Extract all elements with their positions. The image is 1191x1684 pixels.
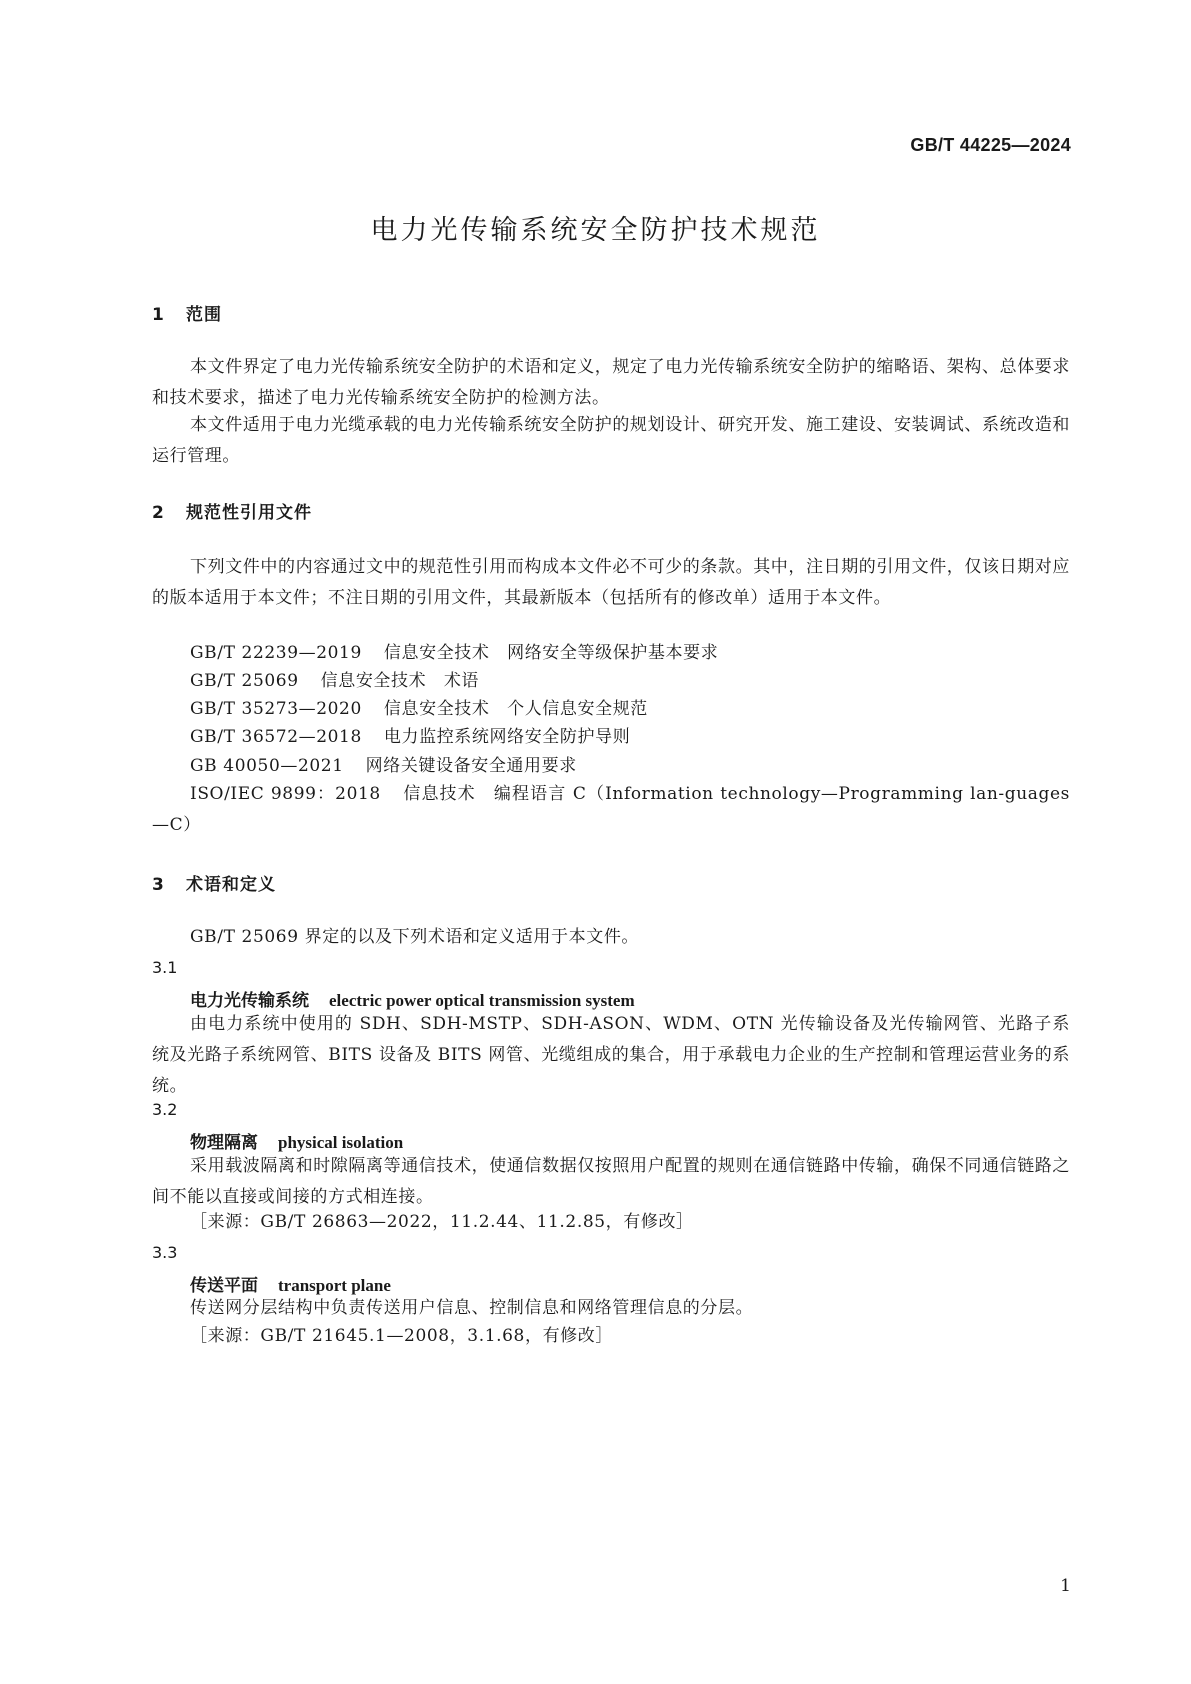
- reference-title: 信息安全技术 术语: [320, 671, 480, 691]
- term-definition: 传送网分层结构中负责传送用户信息、控制信息和网络管理信息的分层。: [190, 1298, 754, 1318]
- standard-code: GB/T 44225—2024: [910, 135, 1071, 155]
- normative-reference: [190, 694, 648, 725]
- normative-reference: [190, 722, 630, 753]
- page-number: 1: [1060, 1576, 1071, 1596]
- section-1-paragraph-2: 本文件适用于电力光缆承载的电力光传输系统安全防护的规划设计、研究开发、施工建设、安装调试、系统改造和运行管理。: [152, 415, 1070, 466]
- section-3-intro: GB/T 25069 界定的以及下列术语和定义适用于本文件。: [190, 927, 640, 947]
- reference-title: 网络关键设备安全通用要求: [365, 756, 577, 776]
- document-title: 电力光传输系统安全防护技术规范: [370, 215, 821, 246]
- term-source: ［来源：GB/T 21645.1—2008，3.1.68，有修改］: [190, 1326, 613, 1346]
- normative-reference: [190, 638, 718, 669]
- term-zh: 物理隔离: [190, 1133, 258, 1153]
- reference-title: 信息安全技术 个人信息安全规范: [383, 699, 648, 719]
- section-title: 规范性引用文件: [186, 503, 312, 523]
- term-zh: 电力光传输系统: [190, 991, 309, 1011]
- term-definition: 采用载波隔离和时隙隔离等通信技术，使通信数据仅按照用户配置的规则在通信链路中传输，确保不同通信链路之间不能以直接或间接的方式相连接。: [152, 1156, 1070, 1207]
- section-2-heading: [152, 498, 312, 523]
- term-definition: 由电力系统中使用的 SDH、SDH-MSTP、SDH-ASON、WDM、OTN 光传输设备及光传输网管、光路子系统及光路子系统网管、BITS 设备及 BITS 网管、光缆组成的集合，用于承载电力企业的生产控制和管理运营业务的系统。: [152, 1014, 1070, 1096]
- section-number: 1: [152, 305, 165, 325]
- section-2-intro: 下列文件中的内容通过文中的规范性引用而构成本文件必不可少的条款。其中，注日期的引用文件，仅该日期对应的版本适用于本文件；不注日期的引用文件，其最新版本（包括所有的修改单）适用于本文件。: [152, 557, 1070, 608]
- section-title: 范围: [186, 305, 222, 325]
- reference-code: GB 40050—2021: [190, 756, 344, 776]
- term-en: physical isolation: [278, 1133, 404, 1152]
- term-zh: 传送平面: [190, 1276, 258, 1296]
- section-title: 术语和定义: [186, 875, 276, 895]
- reference-title: 电力监控系统网络安全防护导则: [383, 727, 631, 747]
- section-1-paragraph-1: 本文件界定了电力光传输系统安全防护的术语和定义，规定了电力光传输系统安全防护的缩略语、架构、总体要求和技术要求，描述了电力光传输系统安全防护的检测方法。: [152, 357, 1070, 408]
- clause-number: 3.2: [152, 1100, 178, 1119]
- reference-code: GB/T 35273—2020: [190, 699, 362, 719]
- clause-number: 3.3: [152, 1243, 178, 1262]
- reference-code: GB/T 22239—2019: [190, 643, 362, 663]
- section-3-heading: [152, 870, 276, 895]
- term-heading: [190, 1128, 403, 1153]
- reference-code: GB/T 36572—2018: [190, 727, 362, 747]
- reference-code: GB/T 25069: [190, 671, 299, 691]
- term-en: transport plane: [278, 1276, 391, 1295]
- term-en: electric power optical transmission system: [329, 991, 635, 1010]
- normative-reference: [152, 779, 1070, 841]
- normative-reference: [190, 666, 479, 697]
- reference-title: 信息技术 编程语言 C（Information technology—Programming lan-guages—C）: [152, 784, 1070, 835]
- section-number: 2: [152, 503, 165, 523]
- term-source: ［来源：GB/T 26863—2022，11.2.44、11.2.85，有修改］: [190, 1212, 694, 1232]
- section-1-heading: [152, 300, 222, 325]
- normative-reference: [190, 751, 577, 782]
- reference-code: ISO/IEC 9899：2018: [190, 784, 381, 804]
- section-number: 3: [152, 875, 165, 895]
- term-heading: [190, 986, 635, 1011]
- reference-title: 信息安全技术 网络安全等级保护基本要求: [383, 643, 719, 663]
- clause-number: 3.1: [152, 958, 178, 977]
